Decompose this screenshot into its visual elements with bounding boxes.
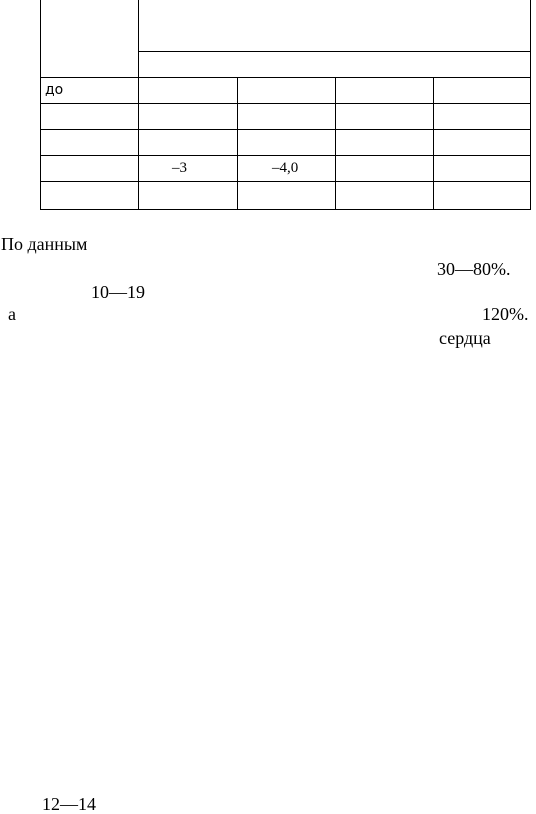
row-divider — [41, 155, 531, 156]
column-divider — [237, 77, 238, 209]
row-divider — [41, 181, 531, 182]
table-cell-value: –3 — [172, 160, 187, 176]
row-divider — [41, 103, 531, 104]
row-divider — [138, 51, 531, 52]
text-fragment-po-dannym: По данным — [1, 234, 88, 254]
text-fragment-percent: 120%. — [482, 304, 529, 324]
column-divider — [138, 0, 139, 209]
text-fragment-bottom-range: 12—14 — [42, 794, 96, 814]
text-fragment-a: а — [8, 304, 16, 324]
column-divider — [335, 77, 336, 209]
text-fragment-percent-range: 30—80%. — [437, 259, 511, 279]
row-label-do: до — [45, 82, 64, 98]
table-cell-value: –4,0 — [272, 160, 299, 176]
data-table — [40, 0, 531, 210]
column-divider — [433, 77, 434, 209]
row-divider — [41, 129, 531, 130]
row-divider — [41, 77, 531, 78]
text-fragment-serdtsa: сердца — [439, 328, 491, 348]
text-fragment-number-range: 10—19 — [91, 282, 145, 302]
